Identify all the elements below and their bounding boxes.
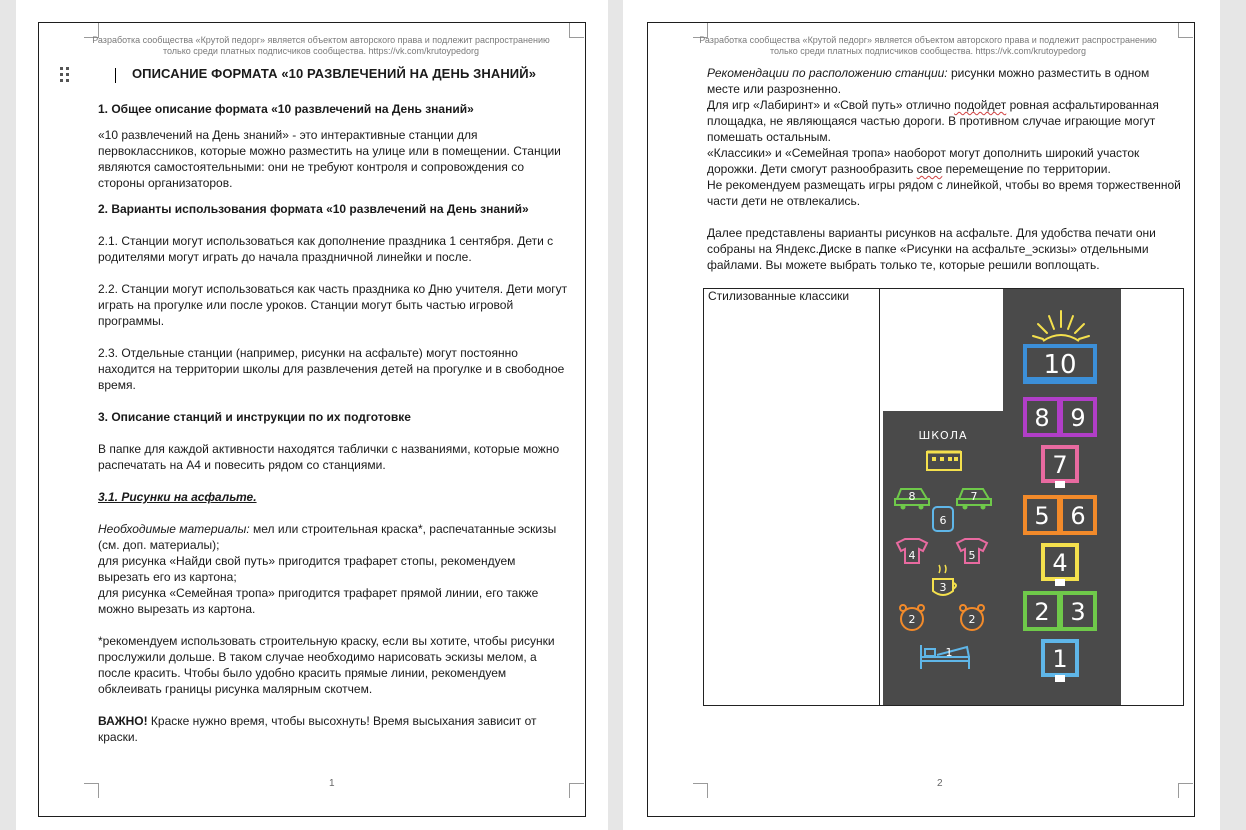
header-line-1: Разработка сообщества «Крутой педорг» является объектом авторского права и подлежит распространению [699, 35, 1157, 45]
text-run: ровная асфальтированная площадка, не являющаяся частью дороги. В противном случае играющие могут помешать остальным. [707, 98, 1159, 144]
important-label: ВАЖНО! [98, 714, 148, 728]
text-run: Для игр «Лабиринт» и «Свой путь» отлично [707, 98, 955, 112]
page-1-body[interactable] [98, 66, 570, 745]
page-number: 1 [329, 778, 335, 789]
section-2-heading: 2. Варианты использования формата «10 развлечений на День знаний» [98, 202, 529, 216]
hop-number: 9 [1070, 404, 1086, 432]
materials-line-3: для рисунка «Семейная тропа» пригодится трафарет прямой линии, его также можно вырезать из картона. [98, 586, 539, 616]
hop-number: 8 [1034, 404, 1050, 432]
recommendation-paragraph [707, 65, 1183, 97]
header-line-2: только среди платных подписчиков сообщества. https://vk.com/krutoypedorg [162, 46, 480, 56]
drag-handle-icon[interactable] [60, 67, 70, 83]
icon-number: 3 [939, 581, 947, 594]
icon-number: 4 [908, 549, 916, 562]
text-run: «Классики» и «Семейная тропа» наоборот могут дополнить широкий участок дорожки. Дети смогут разнообразить [707, 146, 1140, 176]
hop-number: 10 [1043, 350, 1077, 380]
document-page-2 [623, 0, 1220, 830]
section-2-2-text: 2.2. Станции могут использоваться как часть праздника ко Дню учителя. Дети могут играть на прогулке или после уроков. Станции могут быть частью игровой программы. [98, 282, 568, 328]
icon-number: 2 [968, 613, 976, 626]
icon-number: 7 [970, 490, 978, 503]
hop-number: 4 [1052, 549, 1068, 577]
section-2-1-text: 2.1. Станции могут использоваться как дополнение праздника 1 сентября. Дети с родителями могут играть до начала праздничной линейки и после. [98, 234, 554, 264]
materials-paragraph [98, 521, 570, 553]
paint-note: *рекомендуем использовать строительную краску, если вы хотите, чтобы рисунки прослужили дольше. В таком случае необходимо нарисовать эскизы мелом, а после красить. Чтобы было удобно красить прямые линии, рекомендуем обклеивать границы рисунка малярным скотчем. [98, 634, 555, 696]
spelling-flag[interactable]: подойдет [954, 98, 1007, 112]
hop-number: 5 [1034, 502, 1050, 530]
section-1-text: «10 развлечений на День знаний» - это интерактивные станции для первоклассников, которые можно разместить на улице или в помещении. Станции являются самостоятельными: они не требуют контроля и сопровождения со стороны организаторов. [98, 128, 561, 190]
materials-line-2: для рисунка «Найди свой путь» пригодится трафарет стопы, рекомендуем вырезать его из картона; [98, 554, 516, 584]
paragraph-sketches: Далее представлены варианты рисунков на асфальте. Для удобства печати они собраны на Яндекс.Диске в папке «Рисунки на асфальте_эскизы» отдельными файлами. Вы можете выбрать только те, которые решили воплощать. [707, 226, 1156, 272]
school-label: ШКОЛА [918, 429, 968, 442]
materials-label: Необходимые материалы: [98, 522, 250, 536]
page-header [86, 35, 556, 57]
header-line-2: только среди платных подписчиков сообщества. https://vk.com/krutoypedorg [769, 46, 1087, 56]
table-cell-label: Стилизованные классики [708, 289, 850, 303]
page-header [693, 35, 1163, 57]
paragraph-classics [707, 145, 1183, 177]
bookmark [1055, 481, 1065, 488]
page-number: 2 [937, 778, 943, 789]
important-paragraph [98, 713, 570, 745]
section-2-3-text: 2.3. Отдельные станции (например, рисунки на асфальте) могут постоянно находится на территории школы для развлечения детей на прогулке и в свободное время. [98, 346, 565, 392]
crop-mark [1178, 23, 1193, 38]
paragraph-placement: Не рекомендуем размещать игры рядом с линейкой, чтобы во время торжественной части дети не отвлекались. [707, 178, 1181, 208]
section-3-text: В папке для каждой активности находятся таблички с названиями, которые можно распечатать на А4 и повесить рядом со станциями. [98, 442, 560, 472]
header-line-1: Разработка сообщества «Крутой педорг» является объектом авторского права и подлежит распространению [92, 35, 550, 45]
bookmark [1055, 675, 1065, 682]
crop-mark [569, 23, 584, 38]
page-2-body[interactable] [707, 65, 1183, 273]
drawings-table [703, 288, 1184, 706]
materials-text: мел или строительная краска*, распечатанные эскизы (см. доп. материалы); [98, 522, 557, 552]
table-column-divider [879, 289, 880, 705]
bookmark [1055, 579, 1065, 586]
recommendation-text: рисунки можно разместить в одном месте или разрозненно. [707, 66, 1150, 96]
icon-number: 2 [908, 613, 916, 626]
section-1-heading: 1. Общее описание формата «10 развлечений на День знаний» [98, 102, 474, 116]
icon-number: 1 [945, 646, 953, 659]
document-title: ОПИСАНИЕ ФОРМАТА «10 РАЗВЛЕЧЕНИЙ НА ДЕНЬ ЗНАНИЙ» [131, 66, 537, 81]
hop-number: 6 [1070, 502, 1086, 530]
icon-number: 5 [968, 549, 976, 562]
hop-number: 7 [1052, 451, 1068, 479]
section-3-heading: 3. Описание станций и инструкции по их подготовке [98, 410, 411, 424]
crop-mark [569, 783, 584, 798]
recommendation-label: Рекомендации по расположению станции: [707, 66, 948, 80]
spelling-flag[interactable]: свое [916, 162, 943, 176]
paragraph-labyrinth [707, 97, 1183, 145]
document-page-1 [16, 0, 608, 830]
crop-mark [693, 783, 708, 798]
icon-number: 8 [908, 490, 916, 503]
important-text: Краске нужно время, чтобы высохнуть! Время высыхания зависит от краски. [98, 714, 537, 744]
hop-number: 1 [1052, 645, 1068, 673]
hop-number: 3 [1070, 598, 1086, 626]
section-3-1-heading: 3.1. Рисунки на асфальте. [98, 490, 257, 504]
hopscotch-drawing [883, 289, 1183, 705]
text-run: перемещение по территории. [942, 162, 1111, 176]
hop-number: 2 [1034, 598, 1050, 626]
icon-number: 6 [939, 514, 947, 527]
crop-mark [1178, 783, 1193, 798]
crop-mark [84, 783, 99, 798]
